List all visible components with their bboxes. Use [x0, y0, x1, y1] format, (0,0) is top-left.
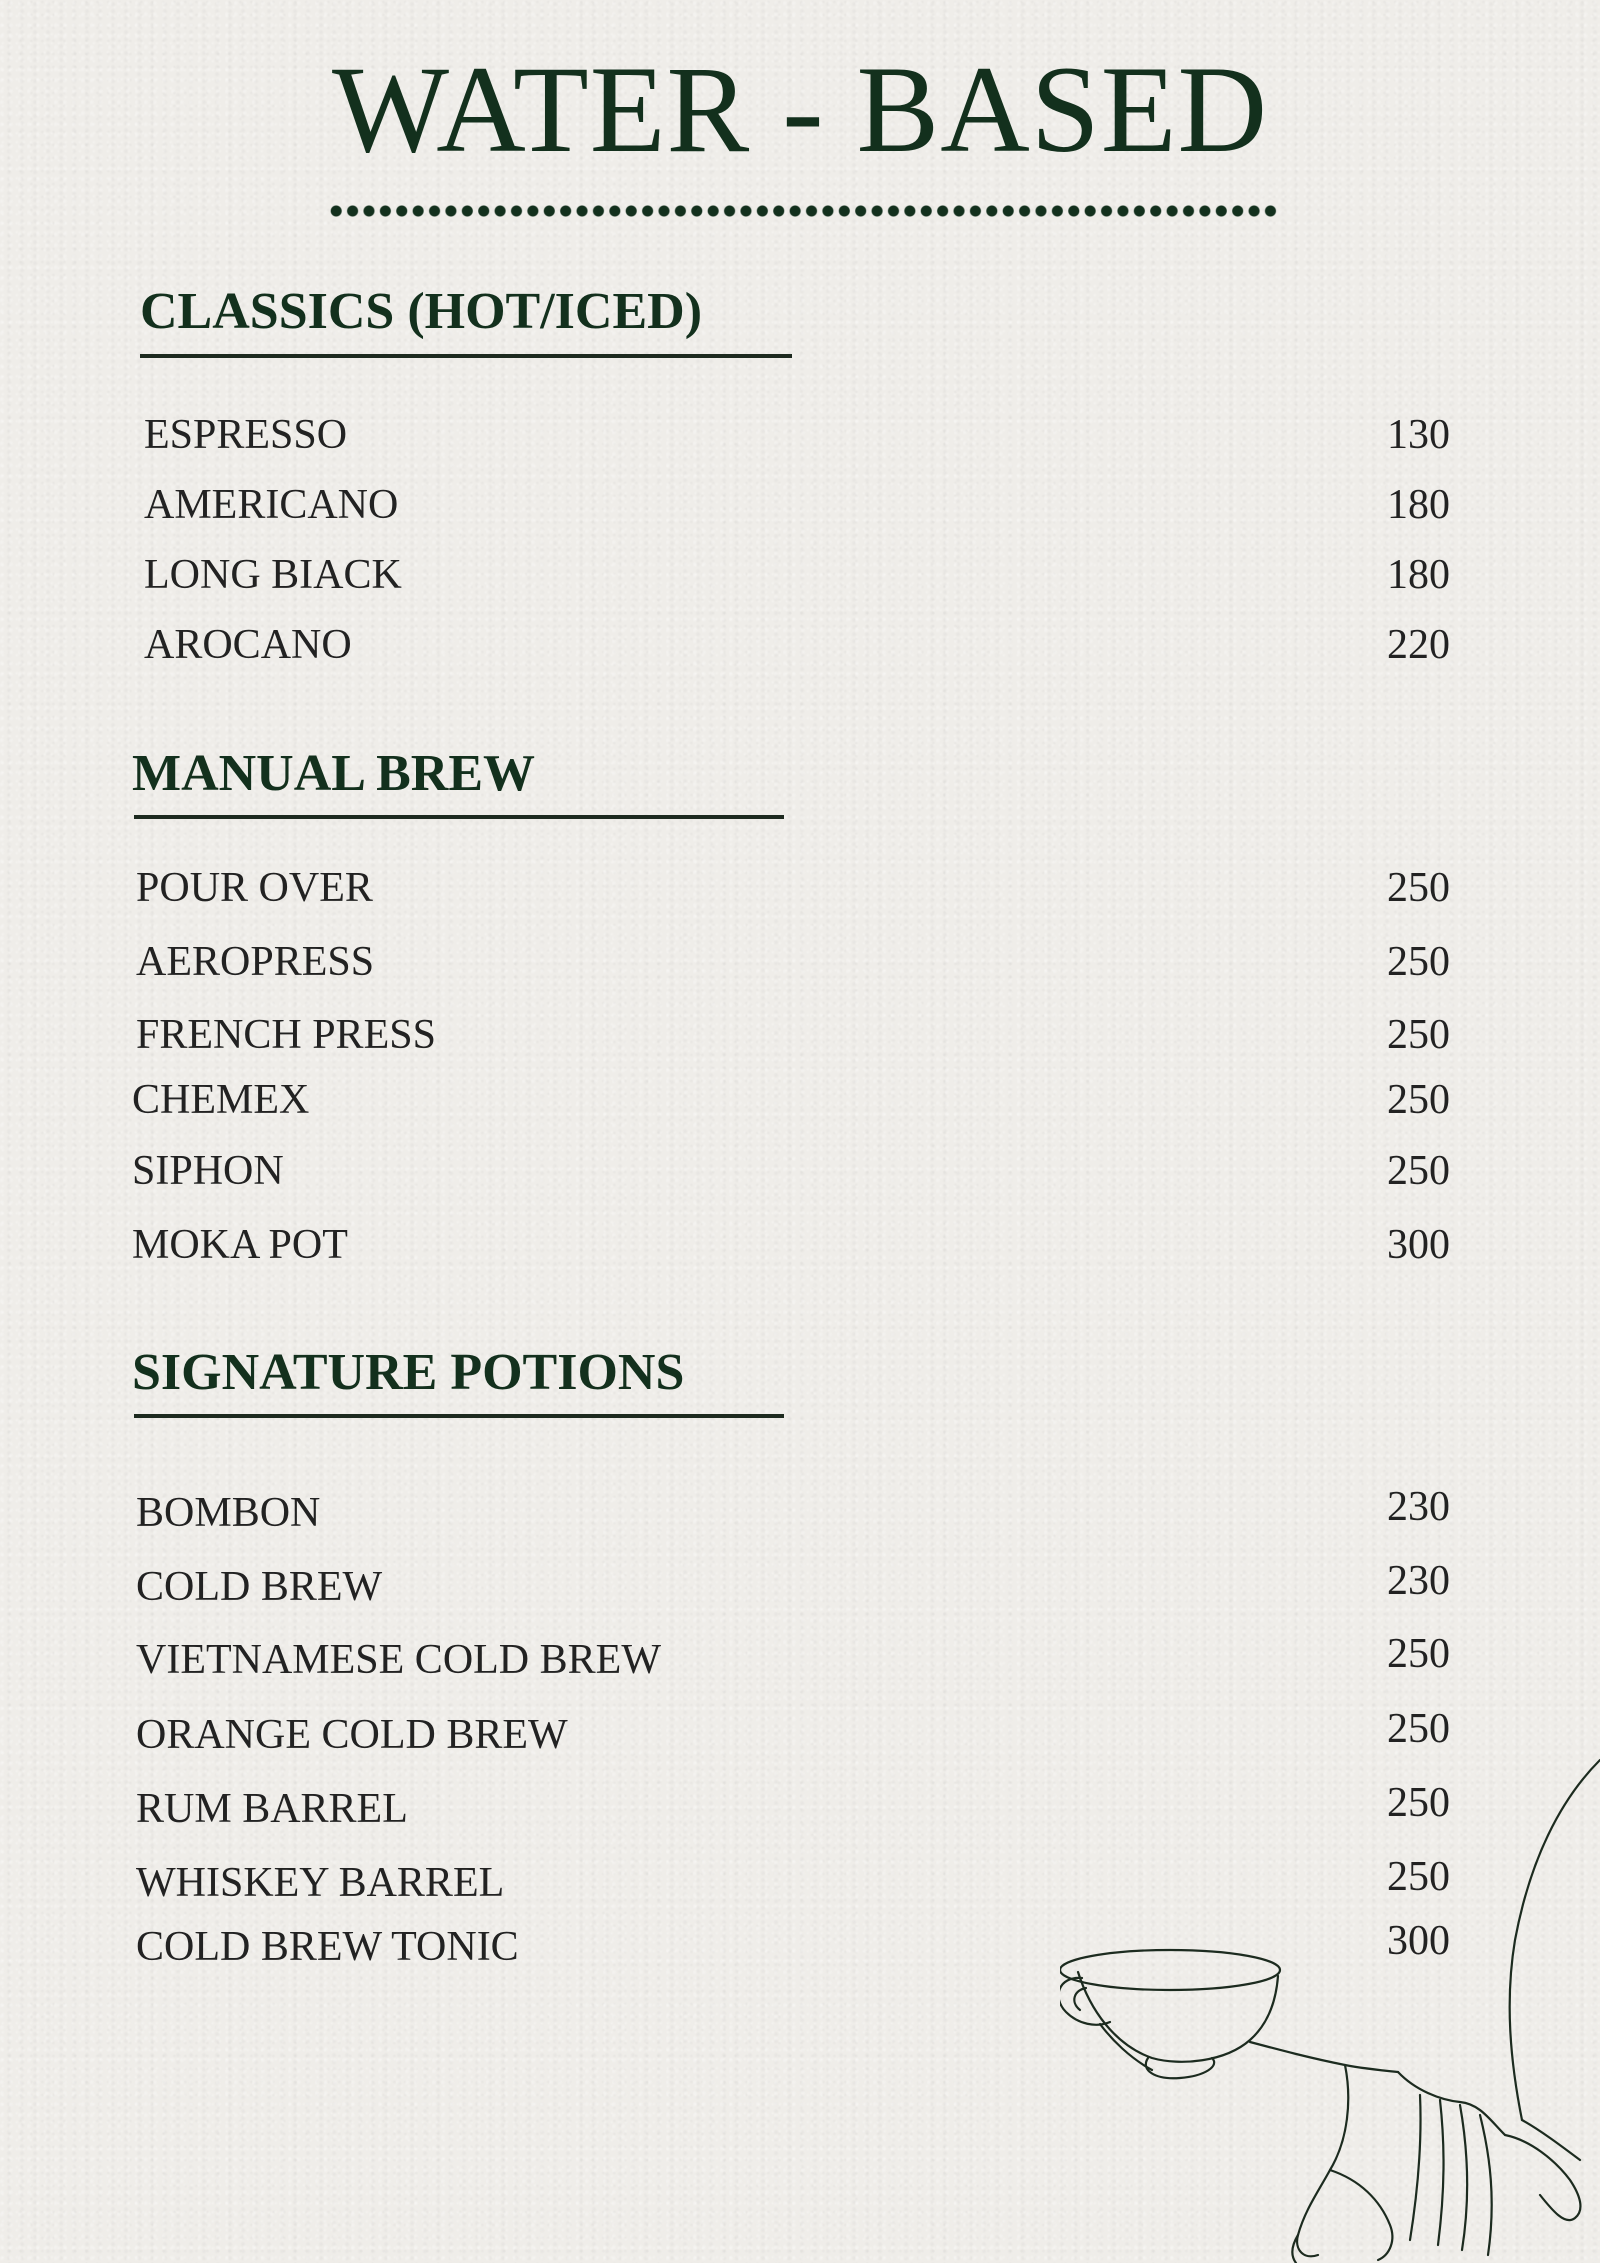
menu-item-price: 300: [1387, 1918, 1450, 1964]
menu-item-price: 250: [1387, 1077, 1450, 1123]
section-underline: [134, 815, 784, 819]
section-underline: [140, 354, 792, 358]
menu-item-name: POUR OVER: [136, 865, 373, 911]
page-title: WATER - BASED: [331, 41, 1269, 178]
dotted-divider: [328, 203, 1278, 219]
menu-item-name: AMERICANO: [144, 482, 399, 528]
menu-item-name: MOKA POT: [132, 1222, 348, 1268]
menu-item-name: FRENCH PRESS: [136, 1012, 436, 1058]
menu-item-price: 130: [1387, 412, 1450, 458]
menu-item-price: 230: [1387, 1484, 1450, 1530]
menu-item-price: 300: [1387, 1222, 1450, 1268]
menu-item-name: RUM BARREL: [136, 1786, 408, 1832]
hand-holding-cup-icon: [1060, 1740, 1600, 2263]
menu-item-name: VIETNAMESE COLD BREW: [136, 1637, 661, 1683]
menu-item-name: BOMBON: [136, 1490, 321, 1536]
menu-item-name: AROCANO: [144, 622, 352, 668]
menu-item-name: AEROPRESS: [136, 939, 375, 985]
menu-item-name: SIPHON: [132, 1148, 284, 1194]
section-underline: [134, 1414, 784, 1418]
menu-item-price: 250: [1387, 939, 1450, 985]
menu-item-name: ESPRESSO: [144, 412, 348, 458]
menu-item-name: WHISKEY BARREL: [136, 1860, 505, 1906]
menu-item-price: 230: [1387, 1558, 1450, 1604]
section-heading-signature-potions: SIGNATURE POTIONS: [132, 1344, 685, 1401]
menu-item-price: 250: [1387, 1780, 1450, 1826]
menu-item-price: 250: [1387, 1854, 1450, 1900]
menu-item-name: LONG BIACK: [144, 552, 402, 598]
menu-item-price: 250: [1387, 865, 1450, 911]
menu-item-price: 250: [1387, 1706, 1450, 1752]
menu-item-price: 220: [1387, 622, 1450, 668]
menu-item-price: 180: [1387, 552, 1450, 598]
menu-item-name: COLD BREW: [136, 1564, 383, 1610]
menu-item-price: 250: [1387, 1148, 1450, 1194]
menu-item-name: ORANGE COLD BREW: [136, 1712, 568, 1758]
section-heading-classics: CLASSICS (HOT/ICED): [140, 283, 703, 340]
menu-item-name: CHEMEX: [132, 1077, 310, 1123]
menu-item-price: 250: [1387, 1012, 1450, 1058]
menu-item-name: COLD BREW TONIC: [136, 1924, 519, 1970]
section-heading-manual-brew: MANUAL BREW: [132, 745, 536, 802]
menu-item-price: 250: [1387, 1631, 1450, 1677]
menu-item-price: 180: [1387, 482, 1450, 528]
